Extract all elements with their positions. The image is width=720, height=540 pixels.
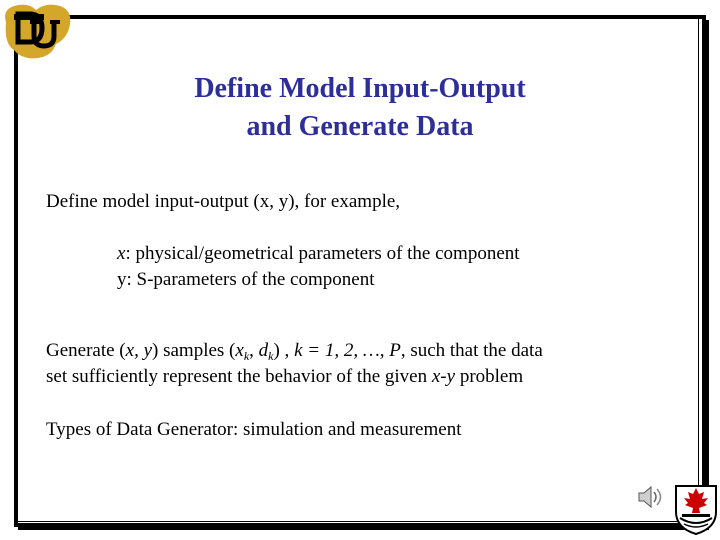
gen-rest: , such that the data — [400, 340, 543, 361]
gen-dk: d — [258, 340, 269, 361]
gen-xk-sub: k — [243, 349, 250, 363]
gen-line2-xy: x-y — [431, 366, 456, 387]
gen-k-range: k = 1, 2, …, P — [294, 340, 401, 361]
maple-leaf-crest-logo — [672, 480, 720, 536]
gen-lead: Generate ( — [46, 340, 126, 361]
intro-paragraph: Define model input-output (x, y), for example, — [46, 191, 401, 212]
data-generator-types: Types of Data Generator: simulation and measurement — [46, 419, 462, 440]
frame-shadow-right — [706, 20, 709, 530]
title-line-1: Define Model Input-Output — [194, 73, 526, 104]
generate-paragraph-line-2 — [46, 364, 523, 390]
speaker-icon[interactable] — [636, 484, 662, 510]
bullet-x-var: x — [117, 243, 126, 264]
gen-xy: x, y — [125, 340, 153, 361]
bullet-y-text: : S-parameters of the component — [126, 269, 375, 290]
bullet-y-var: y — [117, 269, 127, 290]
gen-line2-b: problem — [455, 366, 524, 387]
frame-shadow-bottom — [18, 527, 709, 530]
slide-title — [110, 70, 610, 146]
gen-tail: ) , — [273, 340, 295, 361]
bullet-x — [117, 241, 520, 267]
gen-dk-sub: k — [268, 349, 274, 363]
gen-comma: , — [249, 340, 259, 361]
gen-xk: x — [235, 340, 244, 361]
gen-mid: ) samples ( — [152, 340, 236, 361]
university-logo — [0, 0, 76, 64]
title-line-2: and Generate Data — [246, 111, 474, 142]
gen-line2-a: set sufficiently represent the behavior of the given — [46, 366, 432, 387]
bullet-x-text: : physical/geometrical parameters of the component — [125, 243, 520, 264]
bullet-y — [117, 267, 374, 293]
